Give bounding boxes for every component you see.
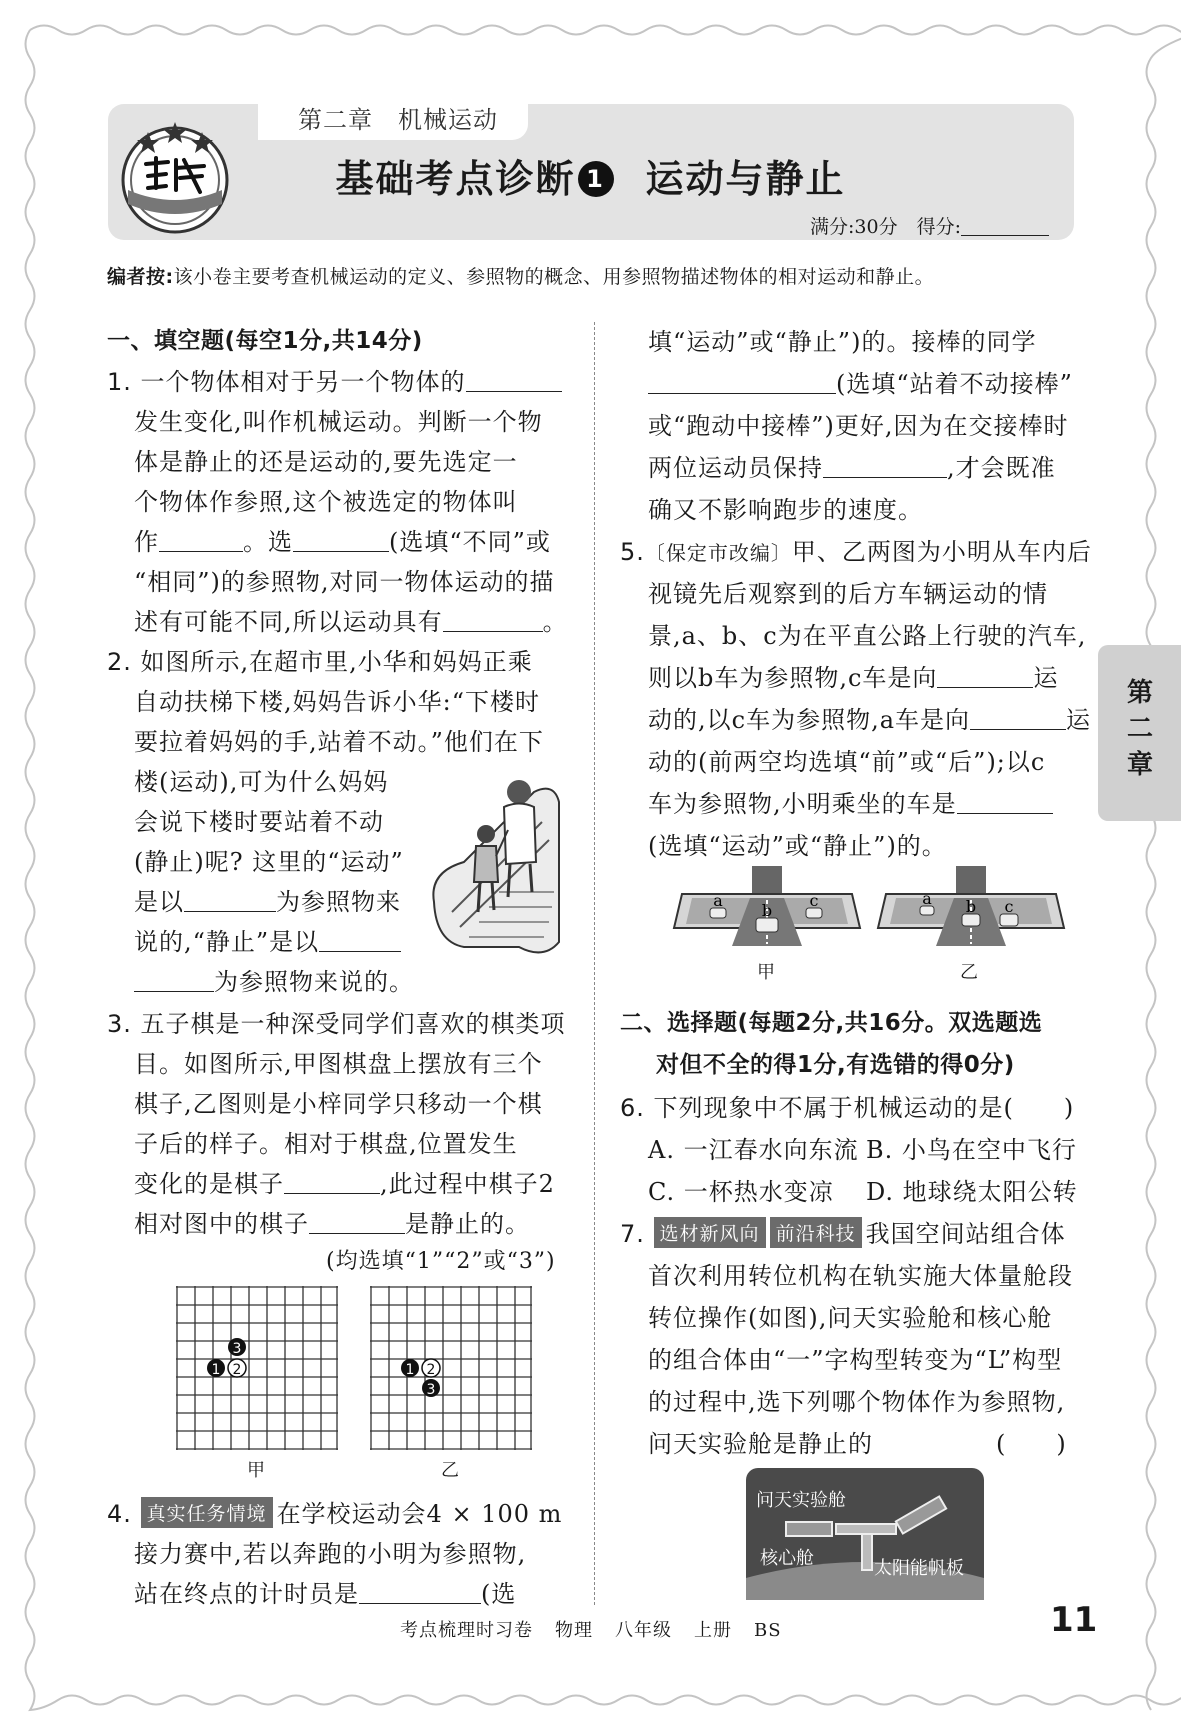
q1-line6: “相同”)的参照物,对同一物体运动的描 — [134, 568, 555, 596]
q4-blank3[interactable] — [823, 457, 947, 478]
car-c-label: c — [1004, 897, 1014, 916]
img-label-core: 核心舱 — [760, 1548, 814, 1569]
q5-line1: 5.〔保定市改编〕甲、乙两图为小明从车内后 — [620, 538, 1092, 566]
q6-stem: 6. 下列现象中不属于机械运动的是( ) — [620, 1094, 1075, 1122]
q4-blank2[interactable] — [648, 373, 836, 394]
q2-line8: 说的,“静止”是以 — [134, 922, 401, 957]
q7-line3: 转位操作(如图),问天实验舱和核心舱 — [648, 1304, 1053, 1332]
board-left-caption: 甲 — [247, 1460, 265, 1481]
q3-line3: 棋子,乙图则是小梓同学只移动一个棋 — [134, 1090, 543, 1118]
q2-line1: 2. 如图所示,在超市里,小华和妈妈正乘 — [107, 648, 533, 676]
q5-blank3[interactable] — [957, 793, 1053, 814]
page-number: 11 — [1050, 1600, 1098, 1640]
footer-volume: 上册 — [694, 1620, 732, 1641]
editor-note-label: 编者按: — [107, 266, 174, 288]
full-score: 满分:30分 — [809, 216, 898, 238]
space-station-image — [746, 1468, 984, 1600]
editor-note-text: 该小卷主要考查机械运动的定义、参照物的概念、用参照物描述物体的相对运动和静止。 — [173, 266, 935, 288]
score-line — [810, 212, 1049, 239]
escalator-illustration — [424, 772, 564, 962]
title-right: 运动与静止 — [645, 157, 846, 201]
q2-line6: (静止)呢? 这里的“运动” — [134, 848, 404, 876]
q1-blank1[interactable] — [466, 371, 562, 392]
side-tab-label: 第二章 — [1126, 678, 1153, 780]
q5-line3: 景,a、b、c为在平直公路上行驶的汽车, — [648, 622, 1087, 650]
footer — [400, 1616, 804, 1642]
title-left: 基础考点诊断 — [335, 157, 576, 201]
img-label-wentian: 问天实验舱 — [756, 1490, 846, 1511]
q7-line6: 问天实验舱是静止的 — [648, 1430, 873, 1458]
q5-blank2[interactable] — [970, 709, 1066, 730]
q2-blank3[interactable] — [134, 971, 214, 992]
q4-line4: 填“运动”或“静止”)的。接棒的同学 — [648, 328, 1037, 356]
stone-1-label: 1 — [211, 1362, 221, 1378]
gomoku-board-right — [370, 1286, 534, 1452]
q4-line7: 两位运动员保持 ,才会既准 — [648, 454, 1056, 482]
q5-source: 〔保定市改编〕 — [644, 541, 792, 565]
q4-line5: (选填“站着不动接棒” — [648, 364, 1073, 399]
title-number: 1 — [578, 161, 614, 197]
q6-option-c[interactable]: C. 一杯热水变凉 — [648, 1178, 834, 1206]
footer-subject: 物理 — [555, 1620, 593, 1641]
q5-line8: (选填“运动”或“静止”)的。 — [648, 832, 947, 860]
q7-line5: 的过程中,选下列哪个物体作为参照物, — [648, 1388, 1066, 1416]
q6-option-b[interactable]: B. 小鸟在空中飞行 — [866, 1136, 1077, 1164]
q3-blank2[interactable] — [309, 1213, 405, 1234]
stone-2-label: 2 — [426, 1362, 436, 1378]
q3-line2: 目。如图所示,甲图棋盘上摆放有三个 — [134, 1050, 543, 1078]
section2-title-line2: 对但不全的得1分,有选错的得0分) — [656, 1052, 1015, 1078]
q1-line5: 作 。选 (选填“不同”或 — [134, 528, 551, 556]
q1-line3: 体是静止的还是运动的,要先选定一 — [134, 448, 518, 476]
q1-number: 1. — [107, 368, 132, 396]
footer-grade: 八年级 — [615, 1620, 672, 1641]
q7-tag1: 选材新风向 — [654, 1217, 766, 1248]
q5-line7: 车为参照物,小明乘坐的车是 — [648, 784, 1053, 819]
q2-line4: 楼(运动),可为什么妈妈 — [134, 768, 389, 796]
q7-line4: 的组合体由“一”字构型转变为“L”构型 — [648, 1346, 1063, 1374]
q7-answer-paren[interactable]: ( ) — [996, 1430, 1067, 1458]
q2-blank2[interactable] — [319, 931, 401, 952]
q3-line4: 子后的样子。相对于棋盘,位置发生 — [134, 1130, 518, 1158]
stone-3-label: 3 — [232, 1341, 242, 1357]
q5-line6: 动的(前两空均选填“前”或“后”);以c — [648, 748, 1046, 776]
stone-2-label: 2 — [232, 1362, 242, 1378]
q5-line5: 动的,以c车为参照物,a车是向 运 — [648, 706, 1092, 734]
q3-line1: 3. 五子棋是一种深受同学们喜欢的棋类项 — [107, 1010, 566, 1038]
q2-line3: 要拉着妈妈的手,站着不动。”他们在下 — [134, 728, 544, 756]
q1-blank3[interactable] — [293, 531, 389, 552]
score-label: 得分: — [916, 216, 961, 238]
q2-blank1[interactable] — [184, 891, 276, 912]
score-blank[interactable] — [961, 217, 1049, 236]
img-label-solar: 太阳能帆板 — [874, 1558, 964, 1579]
q3-line5: 变化的是棋子 ,此过程中棋子2 — [134, 1170, 555, 1198]
q4-line3: 站在终点的计时员是 (选 — [134, 1580, 517, 1608]
q4-blank1[interactable] — [359, 1583, 481, 1604]
q2-line7: 是以 为参照物来 — [134, 888, 401, 916]
footer-series: 考点梳理时习卷 — [400, 1620, 533, 1641]
chapter-side-tab — [1098, 645, 1181, 821]
chapter-label: 第二章 机械运动 — [298, 106, 498, 134]
q1-blank4[interactable] — [443, 611, 543, 632]
gomoku-board-left — [176, 1286, 340, 1452]
q1-line1: 1. 一个物体相对于另一个物体的 — [107, 362, 562, 397]
q2-line9: 为参照物来说的。 — [134, 962, 414, 997]
q3-blank1[interactable] — [284, 1173, 380, 1194]
car-a-label: a — [713, 891, 723, 910]
car-a-label: a — [922, 889, 932, 908]
q2-line5: 会说下楼时要站着不动 — [134, 808, 384, 836]
mirror-left — [672, 866, 862, 956]
q7-line1: 7. 选材新风向 前沿科技 我国空间站组合体 — [620, 1214, 1066, 1249]
q4-tag: 真实任务情境 — [141, 1497, 273, 1528]
q4-line8: 确又不影响跑步的速度。 — [648, 496, 923, 524]
q6-option-d[interactable]: D. 地球绕太阳公转 — [866, 1178, 1078, 1206]
q6-option-a[interactable]: A. 一江春水向东流 — [648, 1136, 859, 1164]
q4-line1: 4. 真实任务情境 在学校运动会4 × 100 m — [107, 1494, 562, 1529]
q1-line4: 个物体作参照,这个被选定的物体叫 — [134, 488, 518, 516]
q4-line2: 接力赛中,若以奔跑的小明为参照物, — [134, 1540, 527, 1568]
q3-line6: 相对图中的棋子 是静止的。 — [134, 1210, 530, 1238]
section1-title: 一、填空题(每空1分,共14分) — [107, 328, 423, 354]
q5-line2: 视镜先后观察到的后方车辆运动的情 — [648, 580, 1048, 608]
board-right-caption: 乙 — [441, 1460, 459, 1481]
car-c-label: c — [809, 891, 819, 910]
column-divider — [594, 322, 595, 1605]
q1-blank2[interactable] — [159, 531, 243, 552]
q1-line2: 发生变化,叫作机械运动。判断一个物 — [134, 408, 543, 436]
editor-note — [107, 262, 934, 289]
mirror-right — [876, 866, 1066, 956]
car-b-label: b — [761, 901, 773, 920]
footer-edition: BS — [754, 1620, 782, 1641]
mirror-right-caption: 乙 — [960, 962, 978, 983]
mirror-left-caption: 甲 — [757, 962, 775, 983]
q2-line2: 自动扶梯下楼,妈妈告诉小华:“下楼时 — [134, 688, 540, 716]
stone-1-label: 1 — [405, 1362, 415, 1378]
q4-line6: 或“跑动中接棒”)更好,因为在交接棒时 — [648, 412, 1069, 440]
q5-line4: 则以b车为参照物,c车是向 运 — [648, 664, 1059, 692]
section2-title-line1: 二、选择题(每题2分,共16分。双选题选 — [620, 1010, 1043, 1036]
q1-line7: 述有可能不同,所以运动具有 。 — [134, 608, 568, 636]
page-title — [0, 148, 1181, 203]
q7-line2: 首次利用转位机构在轨实施大体量舱段 — [648, 1262, 1073, 1290]
stone-3-label: 3 — [426, 1382, 436, 1398]
q3-note: (均选填“1”“2”或“3”) — [326, 1249, 556, 1274]
q7-tag2: 前沿科技 — [770, 1217, 862, 1248]
car-b-label: b — [965, 897, 977, 916]
q5-blank1[interactable] — [937, 667, 1033, 688]
